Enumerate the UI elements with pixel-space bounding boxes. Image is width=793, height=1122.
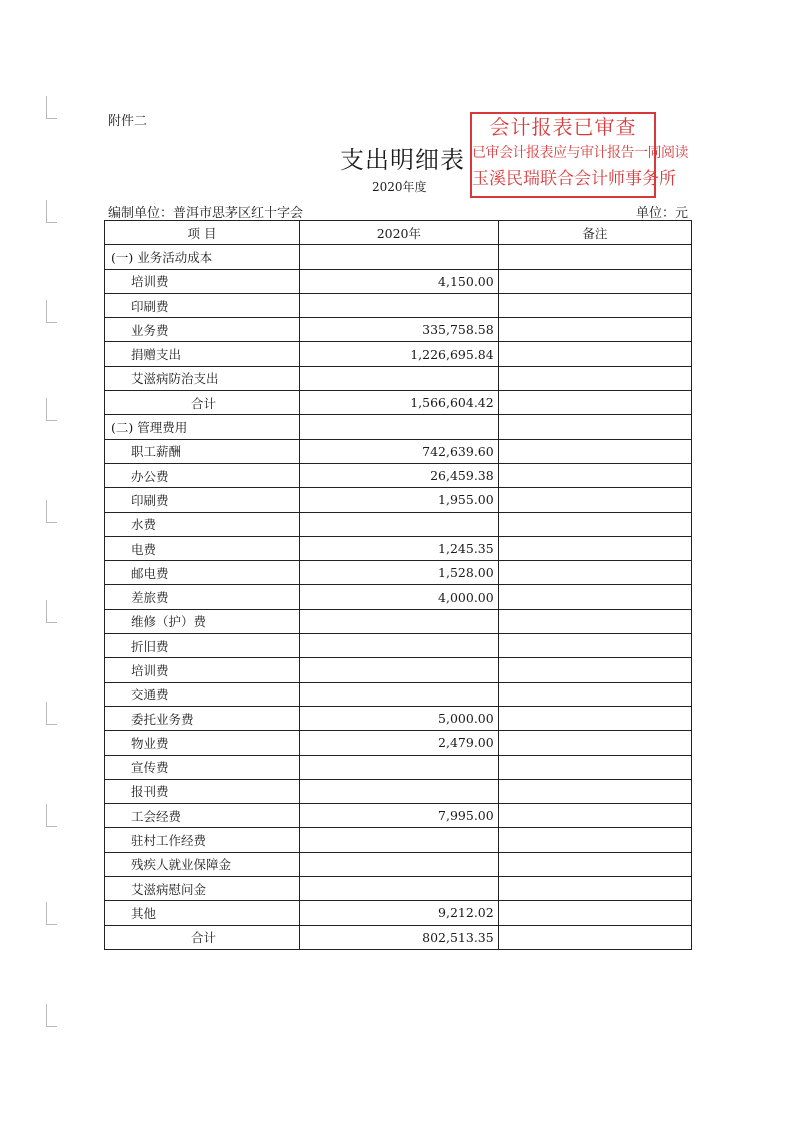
remarks-cell <box>498 755 691 779</box>
column-header-remarks: 备注 <box>498 221 691 245</box>
amount-cell <box>300 877 499 901</box>
report-year: 2020年度 <box>372 180 427 194</box>
amount-cell <box>300 682 499 706</box>
table-row <box>105 877 692 901</box>
table-row <box>105 318 692 342</box>
remarks-cell <box>498 318 691 342</box>
amount-cell: 742,639.60 <box>300 439 499 463</box>
amount-cell <box>300 634 499 658</box>
item-cell <box>105 682 300 706</box>
reporting-organization: 编制单位：普洱市思茅区红十字会 <box>108 206 304 221</box>
item-label: 培训费 <box>131 274 169 290</box>
item-label: 报刊费 <box>131 784 169 800</box>
amount-cell: 1,955.00 <box>300 488 499 512</box>
amount-cell: 335,758.58 <box>300 318 499 342</box>
item-label: (二) 管理费用 <box>111 420 188 436</box>
remarks-cell <box>498 682 691 706</box>
table-row <box>105 852 692 876</box>
binder-hole-mark <box>46 600 57 623</box>
amount-cell <box>300 293 499 317</box>
item-cell <box>105 779 300 803</box>
item-label: 业务费 <box>131 322 169 338</box>
remarks-cell <box>498 415 691 439</box>
expense-detail-table <box>104 220 692 950</box>
table-row <box>105 634 692 658</box>
remarks-cell <box>498 852 691 876</box>
amount-cell <box>300 415 499 439</box>
remarks-cell <box>498 269 691 293</box>
table-row <box>105 366 692 390</box>
item-label: 办公费 <box>131 468 169 484</box>
item-label: 驻村工作经费 <box>131 833 207 849</box>
amount-cell <box>300 828 499 852</box>
item-label: 印刷费 <box>131 298 169 314</box>
amount-cell <box>300 658 499 682</box>
item-cell <box>105 585 300 609</box>
item-cell <box>105 901 300 925</box>
remarks-cell <box>498 512 691 536</box>
amount-cell <box>300 755 499 779</box>
item-cell <box>105 852 300 876</box>
table-row <box>105 463 692 487</box>
table-row <box>105 342 692 366</box>
stamp-line-1: 会计报表已审查 <box>489 115 637 139</box>
item-label: 交通费 <box>131 687 169 703</box>
item-label: 维修（护）费 <box>131 614 207 630</box>
remarks-cell <box>498 925 691 949</box>
item-label: 工会经费 <box>131 808 182 824</box>
item-cell <box>105 342 300 366</box>
table-row-section <box>105 245 692 269</box>
item-cell <box>105 391 300 415</box>
item-cell <box>105 488 300 512</box>
remarks-cell <box>498 901 691 925</box>
column-header-year: 2020年 <box>300 221 499 245</box>
table-row <box>105 585 692 609</box>
table-row <box>105 731 692 755</box>
item-label: 其他 <box>131 905 157 921</box>
amount-cell <box>300 366 499 390</box>
remarks-cell <box>498 366 691 390</box>
table-row <box>105 512 692 536</box>
item-label: 艾滋病防治支出 <box>131 371 219 387</box>
amount-cell: 4,000.00 <box>300 585 499 609</box>
table-row <box>105 536 692 560</box>
binder-hole-mark <box>46 1004 57 1027</box>
remarks-cell <box>498 391 691 415</box>
binder-hole-mark <box>46 702 57 725</box>
binder-hole-mark <box>46 200 57 223</box>
remarks-cell <box>498 706 691 730</box>
remarks-cell <box>498 439 691 463</box>
item-label: 培训费 <box>131 662 169 678</box>
item-label: 捐赠支出 <box>131 347 182 363</box>
table-row <box>105 488 692 512</box>
table-row <box>105 269 692 293</box>
item-label: (一) 业务活动成本 <box>111 249 213 265</box>
remarks-cell <box>498 245 691 269</box>
item-label: 物业费 <box>131 735 169 751</box>
item-cell <box>105 731 300 755</box>
binder-hole-mark <box>46 96 57 119</box>
item-cell <box>105 318 300 342</box>
table-row <box>105 561 692 585</box>
remarks-cell <box>498 342 691 366</box>
table-row <box>105 682 692 706</box>
remarks-cell <box>498 804 691 828</box>
item-cell <box>105 706 300 730</box>
page-title: 支出明细表 <box>340 146 465 174</box>
table-body <box>105 245 692 950</box>
item-cell <box>105 634 300 658</box>
item-cell <box>105 245 300 269</box>
amount-cell: 1,226,695.84 <box>300 342 499 366</box>
item-cell <box>105 877 300 901</box>
remarks-cell <box>498 609 691 633</box>
remarks-cell <box>498 658 691 682</box>
item-label: 委托业务费 <box>131 711 194 727</box>
amount-cell: 7,995.00 <box>300 804 499 828</box>
audit-stamp <box>470 112 688 198</box>
item-label: 折旧费 <box>131 638 169 654</box>
amount-cell: 2,479.00 <box>300 731 499 755</box>
remarks-cell <box>498 828 691 852</box>
binder-hole-mark <box>46 804 57 827</box>
amount-cell <box>300 852 499 876</box>
item-label: 合计 <box>191 930 217 946</box>
item-label: 职工薪酬 <box>131 444 182 460</box>
item-cell <box>105 293 300 317</box>
binder-hole-mark <box>46 902 57 925</box>
amount-cell: 5,000.00 <box>300 706 499 730</box>
item-label: 电费 <box>131 541 157 557</box>
binder-hole-mark <box>46 398 57 421</box>
binder-hole-mark <box>46 300 57 323</box>
item-cell <box>105 828 300 852</box>
amount-cell: 26,459.38 <box>300 463 499 487</box>
table-row <box>105 439 692 463</box>
table-row <box>105 828 692 852</box>
remarks-cell <box>498 585 691 609</box>
remarks-cell <box>498 779 691 803</box>
item-label: 残疾人就业保障金 <box>131 857 232 873</box>
item-cell <box>105 561 300 585</box>
table-row-total <box>105 391 692 415</box>
remarks-cell <box>498 877 691 901</box>
remarks-cell <box>498 463 691 487</box>
item-cell <box>105 536 300 560</box>
binder-hole-mark <box>46 500 57 523</box>
item-cell <box>105 609 300 633</box>
amount-cell: 4,150.00 <box>300 269 499 293</box>
amount-cell: 1,566,604.42 <box>300 391 499 415</box>
item-cell <box>105 415 300 439</box>
amount-cell: 1,245.35 <box>300 536 499 560</box>
remarks-cell <box>498 561 691 585</box>
table-row <box>105 609 692 633</box>
amount-cell: 802,513.35 <box>300 925 499 949</box>
item-label: 艾滋病慰问金 <box>131 881 207 897</box>
table-row <box>105 293 692 317</box>
item-cell <box>105 925 300 949</box>
stamp-line-3: 玉溪民瑞联合会计师事务所 <box>472 169 676 189</box>
item-label: 合计 <box>191 395 217 411</box>
item-cell <box>105 658 300 682</box>
remarks-cell <box>498 293 691 317</box>
amount-cell: 9,212.02 <box>300 901 499 925</box>
table-row <box>105 658 692 682</box>
attachment-label: 附件二 <box>108 114 148 129</box>
amount-cell: 1,528.00 <box>300 561 499 585</box>
remarks-cell <box>498 731 691 755</box>
item-cell <box>105 439 300 463</box>
item-cell <box>105 463 300 487</box>
item-label: 宣传费 <box>131 760 169 776</box>
table-row <box>105 804 692 828</box>
remarks-cell <box>498 536 691 560</box>
item-cell <box>105 755 300 779</box>
table-row-section <box>105 415 692 439</box>
currency-unit: 单位：元 <box>636 206 689 221</box>
table-row <box>105 901 692 925</box>
table-row <box>105 706 692 730</box>
item-cell <box>105 366 300 390</box>
table-row <box>105 779 692 803</box>
amount-cell <box>300 779 499 803</box>
amount-cell <box>300 245 499 269</box>
remarks-cell <box>498 488 691 512</box>
amount-cell <box>300 512 499 536</box>
remarks-cell <box>498 634 691 658</box>
column-header-item: 项 目 <box>105 221 300 245</box>
stamp-line-2: 已审会计报表应与审计报告一同阅读 <box>472 145 688 161</box>
item-cell <box>105 512 300 536</box>
item-label: 邮电费 <box>131 565 169 581</box>
table-header-row <box>105 221 692 245</box>
item-label: 水费 <box>131 517 157 533</box>
table-row <box>105 755 692 779</box>
item-cell <box>105 269 300 293</box>
table-row-total <box>105 925 692 949</box>
item-cell <box>105 804 300 828</box>
amount-cell <box>300 609 499 633</box>
item-label: 印刷费 <box>131 492 169 508</box>
item-label: 差旅费 <box>131 590 169 606</box>
